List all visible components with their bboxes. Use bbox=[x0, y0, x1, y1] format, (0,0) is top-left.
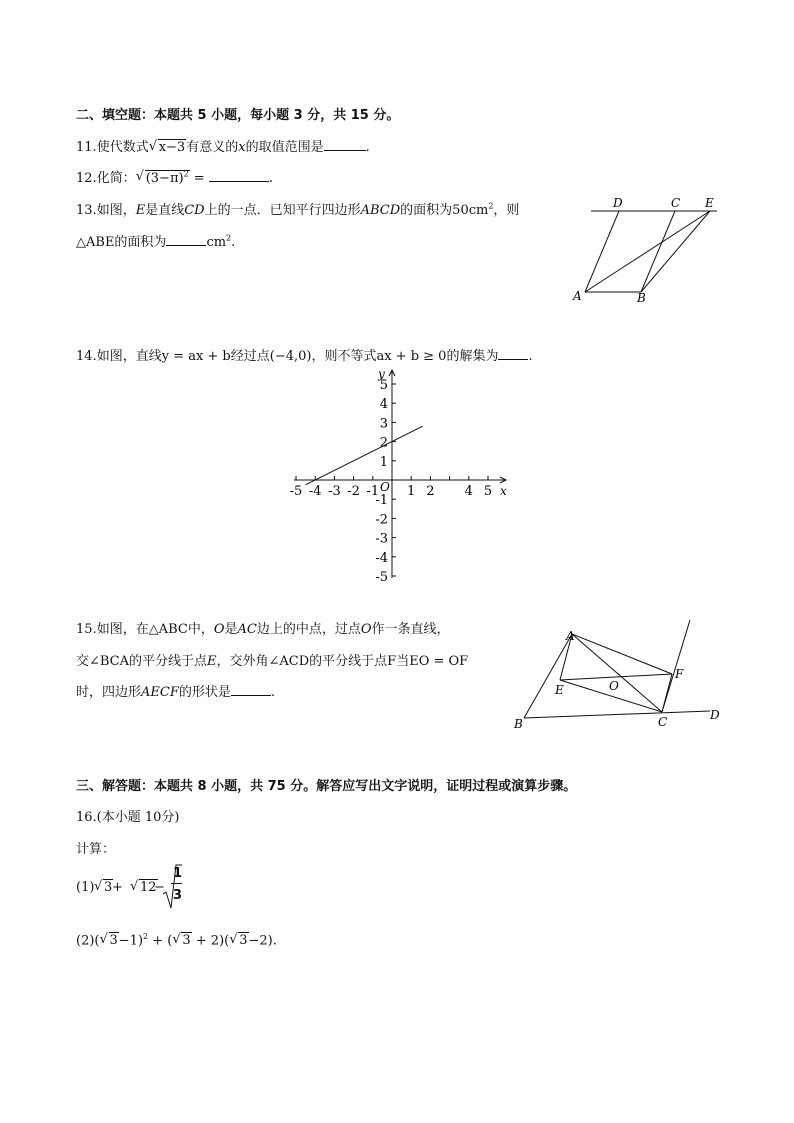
x-tick-label: 5 bbox=[483, 484, 493, 499]
question-text: 是 bbox=[224, 622, 238, 637]
question-16-part2 bbox=[76, 932, 277, 948]
variable: E bbox=[207, 654, 217, 669]
section-heading: 二、填空题：本题共 5 小题，每小题 3 分，共 15 分。 bbox=[76, 108, 400, 123]
punct: . bbox=[268, 171, 273, 186]
parallelogram-figure bbox=[565, 192, 725, 304]
variable: x bbox=[238, 140, 246, 155]
x-tick-label: -1 bbox=[366, 484, 380, 499]
label-F: F bbox=[675, 667, 684, 681]
punct: . bbox=[365, 140, 370, 155]
label-E: E bbox=[555, 683, 564, 697]
radical: √ 3 bbox=[100, 933, 119, 948]
y-tick-label: 1 bbox=[379, 454, 388, 470]
label-C: C bbox=[658, 715, 668, 729]
question-13 bbox=[76, 199, 519, 218]
answer-blank[interactable] bbox=[498, 347, 528, 360]
radical: √ 3 bbox=[94, 880, 113, 895]
variable: O bbox=[360, 622, 372, 637]
variable: O bbox=[213, 622, 225, 637]
label-B: B bbox=[637, 291, 646, 304]
question-15-line2 bbox=[76, 650, 468, 669]
label-O: O bbox=[609, 679, 619, 693]
y-tick-label: -5 bbox=[375, 570, 388, 585]
answer-blank[interactable] bbox=[231, 683, 271, 696]
question-text: △ABE的面积为 bbox=[76, 235, 167, 250]
minus: − bbox=[154, 880, 165, 895]
y-tick-label: 4 bbox=[379, 397, 388, 413]
part-label: (1) bbox=[76, 880, 95, 895]
y-axis-label: y bbox=[378, 367, 385, 381]
series-line bbox=[306, 426, 423, 485]
answer-blank[interactable] bbox=[166, 233, 206, 246]
x-tick-label: 1 bbox=[407, 484, 416, 499]
question-number: 15. bbox=[76, 622, 97, 637]
coordinate-plane bbox=[280, 360, 510, 590]
variable: E bbox=[135, 203, 146, 218]
question-text: 是直线 bbox=[145, 203, 185, 218]
radical: √ $(3-\pi)^2$ bbox=[136, 170, 190, 186]
triangle-figure bbox=[510, 618, 730, 736]
y-tick-label: -2 bbox=[375, 512, 388, 528]
question-text: 化简： bbox=[96, 171, 136, 186]
question-12 bbox=[76, 167, 273, 186]
question-text: 时，四边形 bbox=[76, 685, 142, 700]
question-text: 的形状是 bbox=[178, 685, 231, 700]
variable: AC bbox=[237, 622, 257, 637]
label-A: A bbox=[573, 289, 582, 303]
question-16-title: 16.(本小题 10分) bbox=[76, 810, 180, 825]
punct: . bbox=[231, 235, 236, 250]
x-tick-label: -2 bbox=[347, 484, 360, 499]
question-number: 12. bbox=[76, 171, 97, 186]
y-tick-label: 3 bbox=[379, 416, 388, 432]
origin-label: O bbox=[380, 480, 390, 494]
superscript: 2 bbox=[488, 201, 494, 211]
equals: = bbox=[189, 171, 209, 186]
plus: + bbox=[112, 880, 123, 895]
part-label: (2)( bbox=[76, 933, 100, 949]
x-tick-label: 4 bbox=[464, 484, 473, 499]
question-text: 上的一点．已知平行四边形 bbox=[204, 203, 361, 218]
question-11 bbox=[76, 136, 370, 155]
numerator: 1 bbox=[173, 866, 183, 881]
fraction-bar bbox=[171, 883, 182, 884]
question-number: 14. bbox=[76, 349, 97, 364]
radical: √ 3 bbox=[229, 933, 248, 948]
y-tick-label: -4 bbox=[375, 550, 388, 566]
question-text: 作一条直线， bbox=[371, 622, 450, 637]
label-B: B bbox=[514, 717, 523, 731]
unit: cm bbox=[206, 235, 227, 250]
radical: √ x−3 bbox=[149, 140, 187, 155]
question-text: 边上的中点，过点 bbox=[256, 622, 361, 637]
punct: . bbox=[270, 685, 276, 700]
denominator: 3 bbox=[173, 888, 183, 903]
x-tick-label: -3 bbox=[328, 484, 341, 499]
y-tick-label: -1 bbox=[375, 493, 388, 509]
answer-blank[interactable] bbox=[209, 169, 269, 182]
radical: √ 12 bbox=[130, 880, 158, 895]
x-axis-label: x bbox=[500, 484, 507, 498]
x-tick-label: -4 bbox=[308, 484, 322, 499]
superscript: 2 bbox=[143, 932, 149, 941]
y-tick-label: 5 bbox=[379, 378, 388, 393]
x-tick-label: 2 bbox=[426, 484, 435, 499]
label-A: A bbox=[566, 629, 575, 643]
question-text: 的面积为50cm bbox=[400, 203, 489, 218]
question-text: 如图， bbox=[96, 203, 136, 218]
question-15-line3 bbox=[76, 681, 275, 700]
label-D: D bbox=[710, 708, 720, 722]
label-E: E bbox=[705, 196, 714, 210]
radical: √ 3 bbox=[172, 933, 191, 948]
question-text: ，则 bbox=[493, 203, 520, 218]
variable: CD bbox=[184, 203, 205, 218]
y-tick-label: 2 bbox=[379, 435, 388, 451]
expr: + ( bbox=[148, 933, 173, 949]
question-number: 11. bbox=[76, 140, 97, 155]
punct: . bbox=[528, 349, 533, 364]
question-16-prompt: 计算： bbox=[76, 842, 116, 857]
question-text: 交∠BCA的平分线于点 bbox=[76, 654, 208, 669]
expr: + 2)( bbox=[191, 933, 230, 949]
label-D: D bbox=[613, 196, 623, 210]
variable: AECF bbox=[141, 685, 179, 700]
question-13-line2 bbox=[76, 231, 235, 250]
question-text: 使代数式 bbox=[96, 140, 149, 155]
label-C: C bbox=[671, 196, 681, 210]
question-text: 的取值范围是 bbox=[245, 140, 324, 155]
expr: −1) bbox=[118, 933, 144, 949]
question-number: 13. bbox=[76, 203, 97, 218]
expr: −2). bbox=[248, 933, 277, 949]
y-tick-label: -3 bbox=[375, 531, 388, 547]
superscript: 2 bbox=[226, 233, 232, 243]
question-text: 有意义的 bbox=[186, 140, 239, 155]
answer-blank[interactable] bbox=[324, 138, 366, 151]
section-heading: 三、解答题：本题共 8 小题，共 75 分。解答应写出文字说明，证明过程或演算步骤。 bbox=[76, 779, 577, 794]
variable: ABCD bbox=[360, 203, 401, 218]
question-text: 如图，在△ABC中， bbox=[96, 622, 214, 637]
question-text: ，交外角∠ACD的平分线于点F当EO = OF bbox=[216, 654, 469, 669]
question-text: 如图，直线y = ax + b经过点(−4,0)，则不等式ax + b ≥ 0的解集为 bbox=[96, 349, 499, 364]
x-tick-label: -5 bbox=[289, 484, 303, 499]
question-15 bbox=[76, 618, 450, 637]
